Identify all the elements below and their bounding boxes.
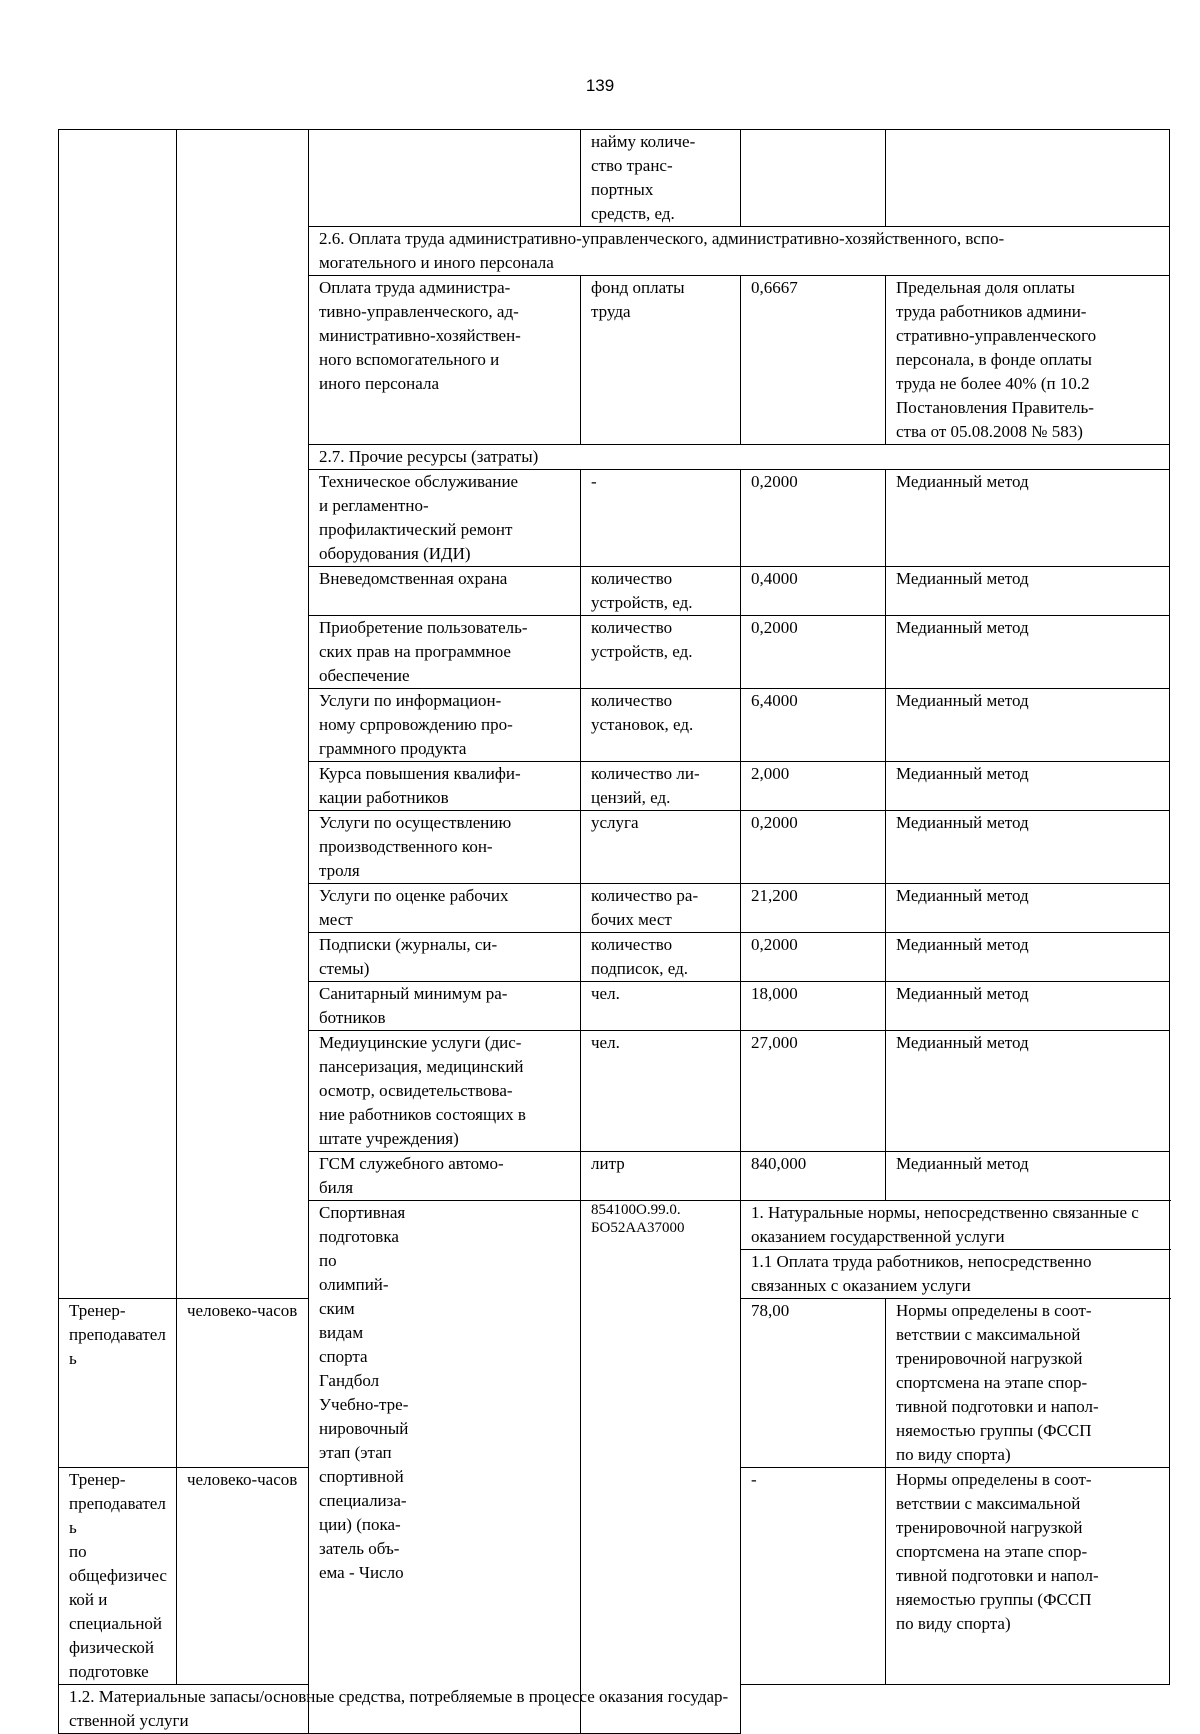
norm-value-cell: 0,2000 (741, 933, 886, 982)
norm-method-cell: Нормы определены в соот- ветствии с максимальной тренировочной нагрузкой спортсмена на этапе спор- тивной подготовки и напол- няемостью группы (ФССП по виду спорта) (886, 1468, 1170, 1685)
norm-method-cell (886, 130, 1170, 227)
norm-name-cell: Тренер-преподаватель по общефизической и специальной физической подготовке (59, 1468, 177, 1685)
norm-name-cell: Приобретение пользователь- ских прав на программное обеспечение (309, 616, 581, 689)
norm-unit-cell: количество ли- цензий, ед. (581, 762, 741, 811)
norm-unit-cell: количество ра- бочих мест (581, 884, 741, 933)
norm-unit-cell: литр (581, 1152, 741, 1201)
norm-method-cell: Медианный метод (886, 762, 1170, 811)
section-2-6-title: 2.6. Оплата труда административно-управленческого, административно-хозяйственного, вспо- могательного и иного персонала (309, 227, 1170, 276)
norm-method-cell: Медианный метод (886, 567, 1170, 616)
section-1-2-title: 1.2. Материальные запасы/основные средства, потребляемые в процессе оказания государ- ственной услуги (59, 1685, 741, 1734)
norm-method-cell: Медианный метод (886, 470, 1170, 567)
norm-name-cell: Услуги по оценке рабочих мест (309, 884, 581, 933)
norm-value-cell: 0,2000 (741, 616, 886, 689)
norm-method-cell: Медианный метод (886, 884, 1170, 933)
norm-name-cell (309, 130, 581, 227)
norm-value-cell (741, 130, 886, 227)
norm-method-cell: Медианный метод (886, 982, 1170, 1031)
norm-unit-cell: человеко-часов (177, 1299, 309, 1468)
norm-value-cell: 0,2000 (741, 470, 886, 567)
norm-unit-cell: - (581, 470, 741, 567)
norm-unit-cell: количество устройств, ед. (581, 567, 741, 616)
service-code-cell-empty (177, 130, 309, 1299)
service-name-cell: Спортивная подготовка по олимпий- ским видам спорта Гандбол Учебно-тре- нировочный этап (этап спортивной специализа- ции) (пока- затель объ- ема - Число (309, 1201, 581, 1734)
norm-name-cell: Услуги по информацион- ному српровождению про- граммного продукта (309, 689, 581, 762)
norm-unit-cell: чел. (581, 1031, 741, 1152)
section-header-row (59, 1685, 1170, 1734)
norm-unit-cell: фонд оплаты труда (581, 276, 741, 445)
service-name-cell-empty (59, 130, 177, 1299)
norm-method-cell: Медианный метод (886, 1031, 1170, 1152)
norm-name-cell: Оплата труда администра- тивно-управленческого, ад- министративно-хозяйствен- ного вспомогательного и иного персонала (309, 276, 581, 445)
section-2-7-title: 2.7. Прочие ресурсы (затраты) (309, 445, 1170, 470)
norm-value-cell: 18,000 (741, 982, 886, 1031)
norm-value-cell: 0,2000 (741, 811, 886, 884)
norm-unit-cell: услуга (581, 811, 741, 884)
norm-value-cell: - (741, 1468, 886, 1685)
norm-value-cell: 6,4000 (741, 689, 886, 762)
norm-unit-cell: человеко-часов (177, 1468, 309, 1685)
norm-method-cell: Предельная доля оплаты труда работников админи- стративно-управленческого персонала, в фонде оплаты труда не более 40% (п 10.2 Постановления Правитель- ства от 05.08.2008 № 583) (886, 276, 1170, 445)
section-1-title: 1. Натуральные нормы, непосредственно связанные с оказанием государственной услуги (741, 1201, 1170, 1250)
norm-value-cell: 0,4000 (741, 567, 886, 616)
norm-unit-cell: чел. (581, 982, 741, 1031)
norm-name-cell: Вневедомственная охрана (309, 567, 581, 616)
norm-method-cell: Медианный метод (886, 1152, 1170, 1201)
norm-method-cell: Медианный метод (886, 616, 1170, 689)
norm-value-cell: 78,00 (741, 1299, 886, 1468)
norm-unit-cell: найму количе- ство транс- портных средств, ед. (581, 130, 741, 227)
table-row (59, 130, 1170, 227)
norm-method-cell: Нормы определены в соот- ветствии с максимальной тренировочной нагрузкой спортсмена на этапе спор- тивной подготовки и напол- няемостью группы (ФССП по виду спорта) (886, 1299, 1170, 1468)
section-1-1-title: 1.1 Оплата труда работников, непосредственно связанных с оказанием услуги (741, 1250, 1170, 1299)
norm-unit-cell: количество установок, ед. (581, 689, 741, 762)
norm-name-cell: Тренер-преподаватель (59, 1299, 177, 1468)
norms-table (58, 129, 1170, 1734)
norm-name-cell: Санитарный минимум ра- ботников (309, 982, 581, 1031)
service-code-cell: 854100О.99.0. БО52АА37000 (581, 1201, 741, 1734)
norm-unit-cell: количество устройств, ед. (581, 616, 741, 689)
page-number: 139 (585, 76, 615, 95)
norm-name-cell: Услуги по осуществлению производственного кон- троля (309, 811, 581, 884)
norm-value-cell: 27,000 (741, 1031, 886, 1152)
norm-value-cell: 0,6667 (741, 276, 886, 445)
norm-value-cell: 840,000 (741, 1152, 886, 1201)
norm-method-cell: Медианный метод (886, 933, 1170, 982)
norm-name-cell: Подписки (журналы, си- стемы) (309, 933, 581, 982)
norm-unit-cell: количество подписок, ед. (581, 933, 741, 982)
norm-name-cell: Курса повышения квалифи- кации работников (309, 762, 581, 811)
norm-value-cell: 21,200 (741, 884, 886, 933)
norm-name-cell: ГСМ служебного автомо- биля (309, 1152, 581, 1201)
norm-value-cell: 2,000 (741, 762, 886, 811)
norm-method-cell: Медианный метод (886, 689, 1170, 762)
norm-method-cell: Медианный метод (886, 811, 1170, 884)
norm-name-cell: Техническое обслуживание и регламентно- профилактический ремонт оборудования (ИДИ) (309, 470, 581, 567)
norm-name-cell: Медиуцинские услуги (дис- пансеризация, медицинский осмотр, освидетельствова- ние работников состоящих в штате учреждения) (309, 1031, 581, 1152)
